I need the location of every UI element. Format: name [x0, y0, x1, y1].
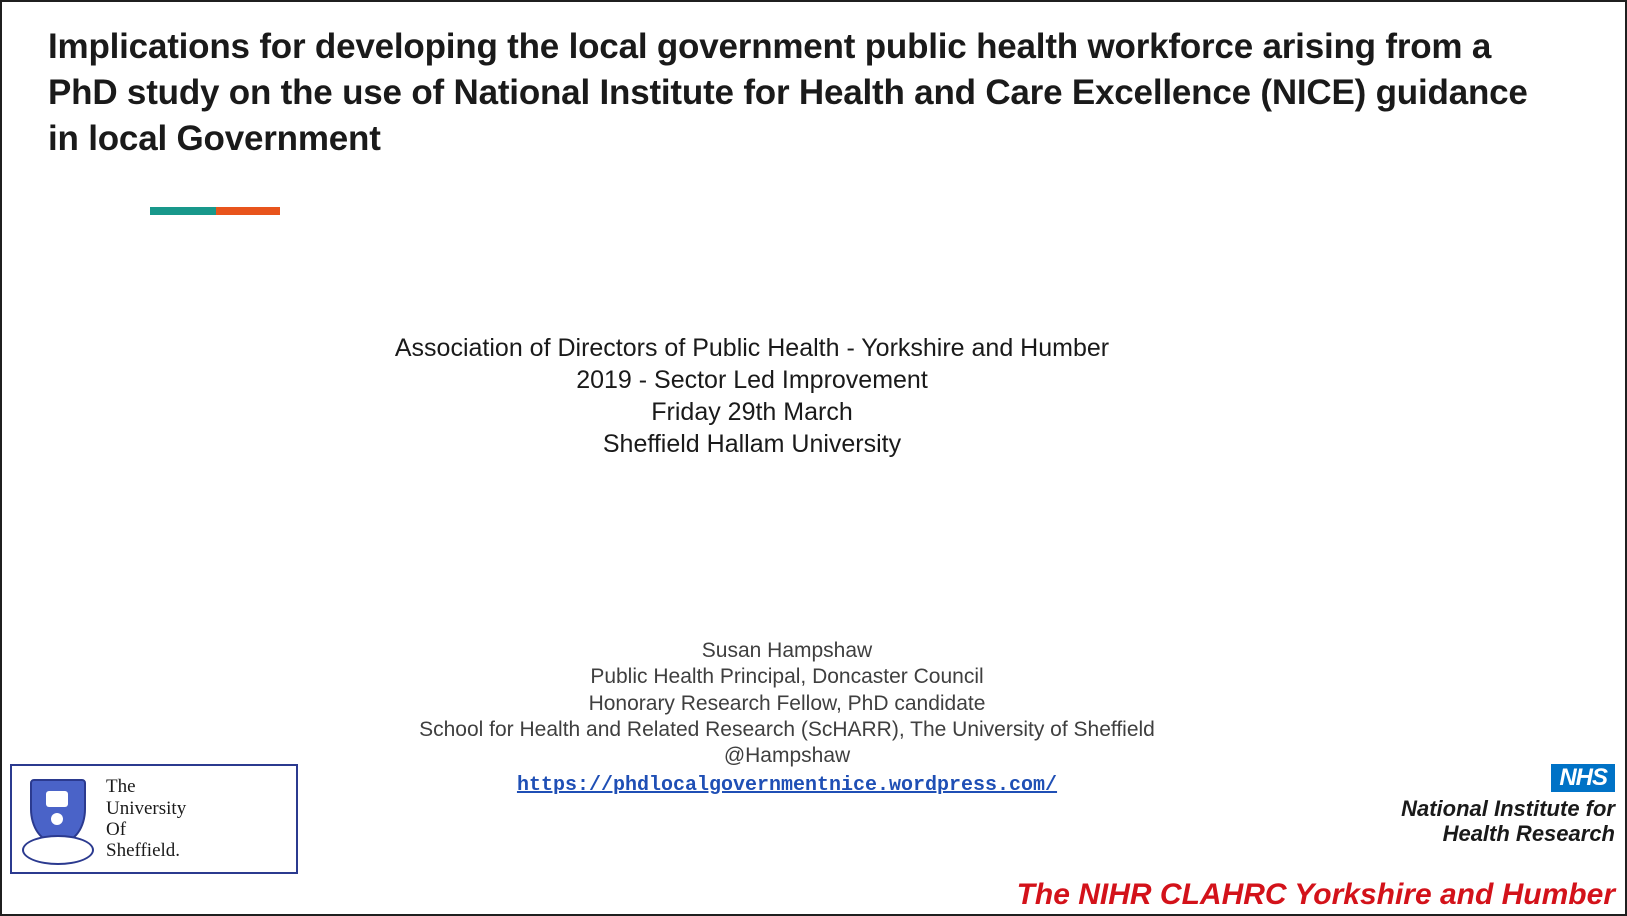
accent-rule — [150, 207, 280, 215]
page-title: Implications for developing the local government public health workforce arising from a PhD study on the use of National Institute for Health and Care Excellence (NICE) guidance in local Government — [48, 27, 1528, 159]
title-block — [48, 24, 1528, 163]
author-social-handle: @Hampshaw — [723, 744, 851, 767]
author-role-primary: Public Health Principal, Doncaster Council — [590, 665, 984, 689]
event-details — [2, 332, 1502, 460]
author-affiliation: School for Health and Related Research (ScHARR), The University of Sheffield — [419, 717, 1155, 741]
university-logo-line-4: Sheffield. — [106, 840, 181, 862]
project-website-link[interactable]: https://phdlocalgovernmentnice.wordpress.com/ — [516, 774, 1058, 798]
author-name: Susan Hampshaw — [701, 639, 873, 662]
accent-rule-orange-segment — [216, 207, 280, 215]
clahrc-strapline: The NIHR CLAHRC Yorkshire and Humber — [1016, 878, 1615, 911]
crest-shield-shape — [30, 779, 86, 843]
event-venue: Sheffield Hallam University — [602, 430, 902, 458]
university-of-sheffield-logo — [10, 764, 298, 874]
nihr-logo-text — [1285, 796, 1615, 847]
nihr-logo-line-2: Health Research — [1442, 821, 1615, 847]
event-organisation: Association of Directors of Public Health - Yorkshire and Humber — [394, 334, 1110, 362]
nhs-badge: NHS — [1551, 764, 1615, 792]
university-logo-line-3: Of — [106, 819, 127, 840]
crest-band-shape — [22, 835, 94, 865]
nihr-logo-line-1: National Institute for — [1401, 796, 1615, 822]
event-date: Friday 29th March — [651, 398, 853, 426]
university-logo-line-1: The — [106, 776, 136, 798]
nihr-logo — [1285, 764, 1615, 847]
event-theme: 2019 - Sector Led Improvement — [576, 366, 928, 394]
university-crest-icon — [20, 773, 92, 865]
university-logo-text — [106, 776, 186, 861]
author-role-secondary: Honorary Research Fellow, PhD candidate — [588, 691, 986, 715]
accent-rule-teal-segment — [150, 207, 216, 215]
university-logo-line-2: University — [106, 797, 187, 819]
